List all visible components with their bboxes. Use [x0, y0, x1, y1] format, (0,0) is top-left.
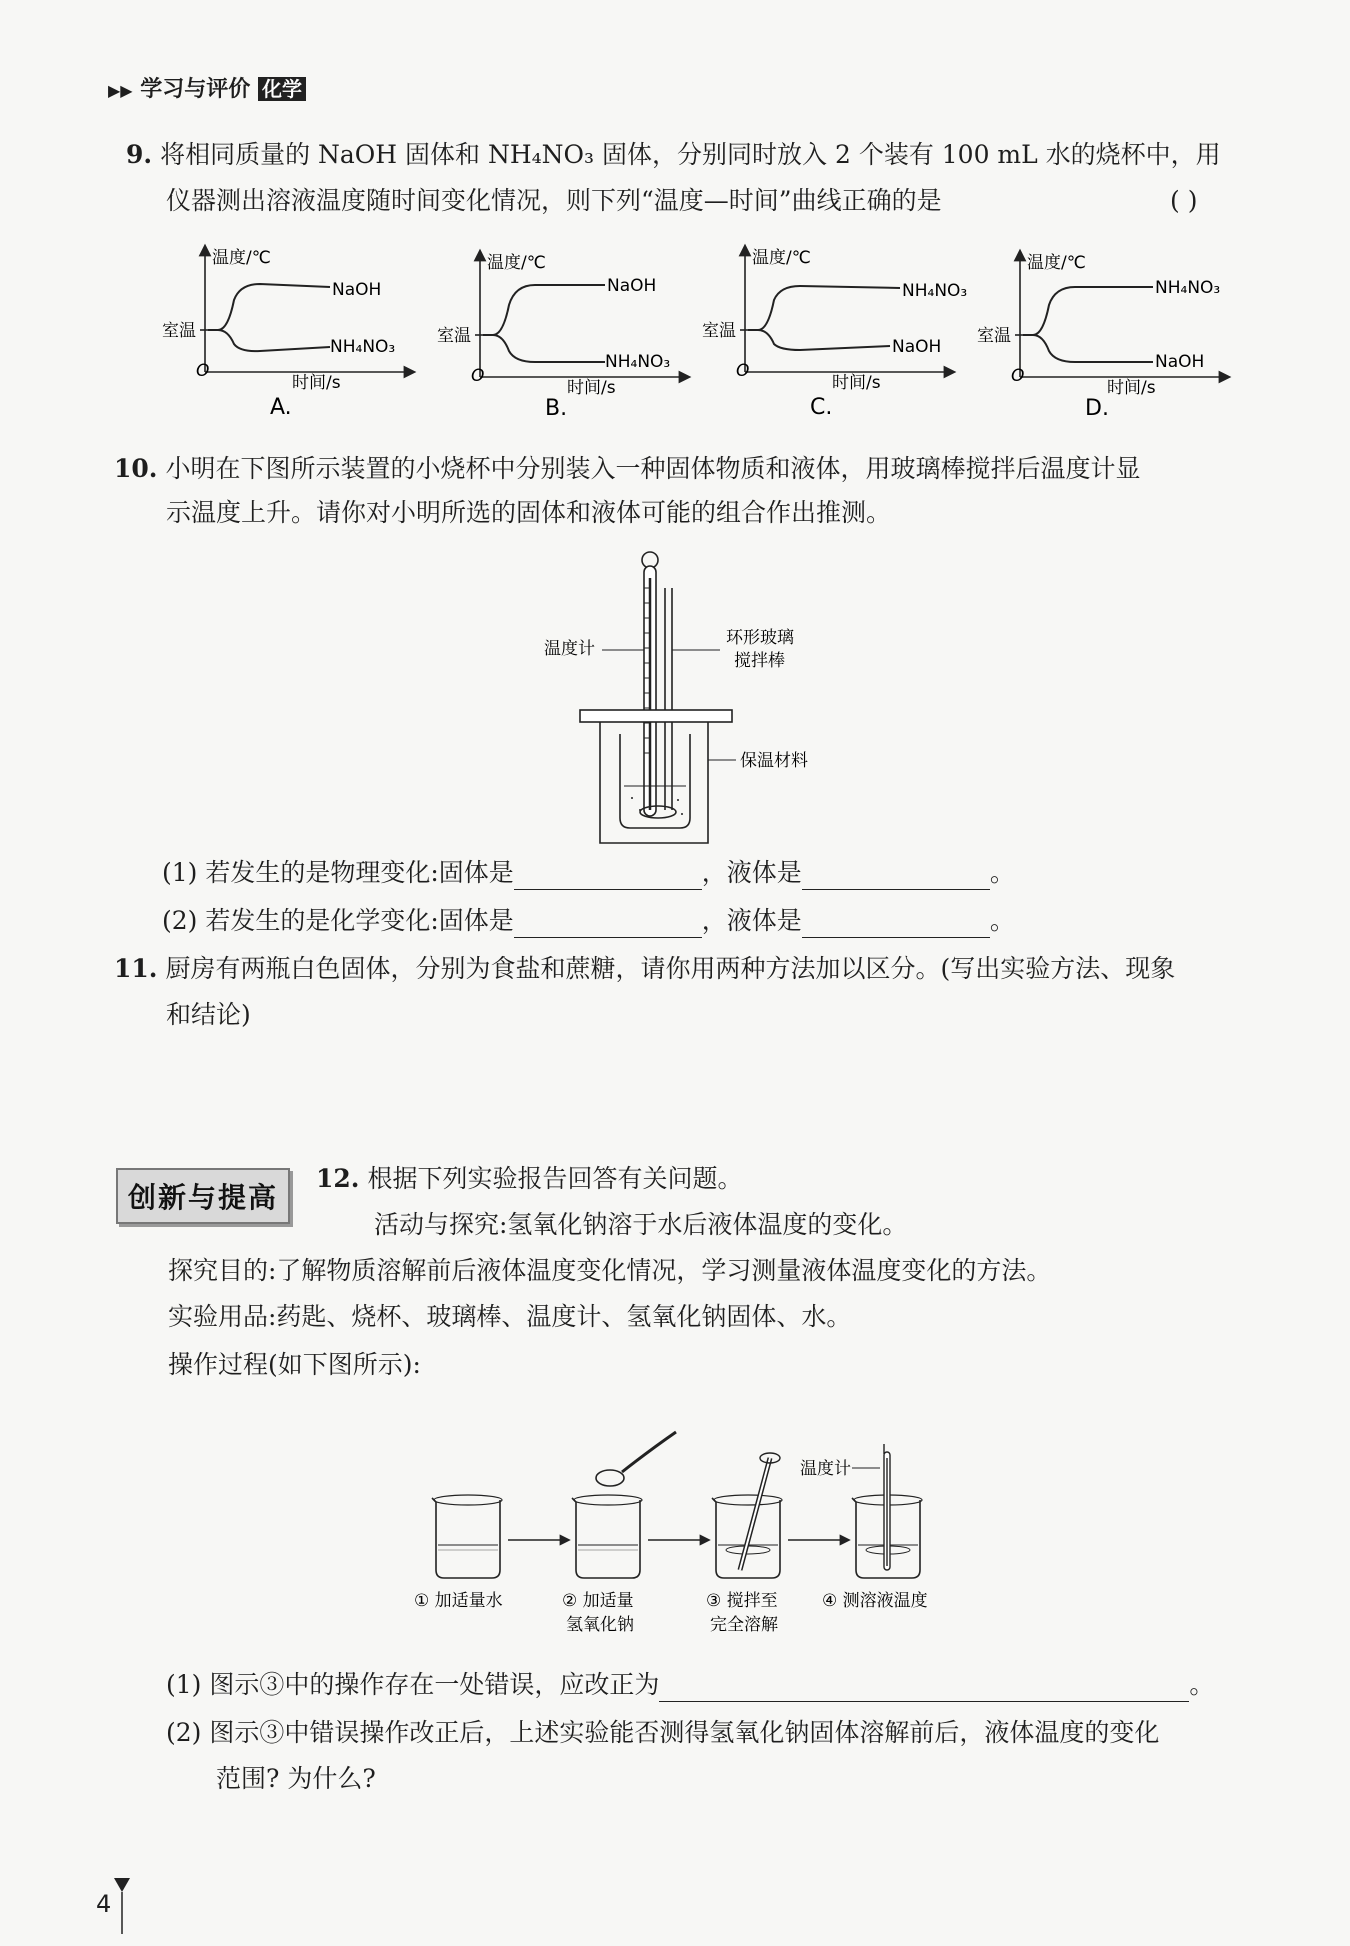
option-c: C. — [810, 395, 833, 420]
q10-sub2 — [162, 904, 1015, 938]
room-temp-label: 室温 — [437, 326, 471, 346]
q10-sub1-liquid-blank[interactable] — [802, 863, 990, 890]
q9-text2: 仪器测出溶液温度随时间变化情况，则下列“温度—时间”曲线正确的是 — [166, 186, 942, 215]
q10-text2: 示温度上升。请你对小明所选的固体和液体可能的组合作出推测。 — [166, 498, 892, 527]
header-arrows: ▶▶ — [108, 81, 133, 100]
q12-text2: 活动与探究:氢氧化钠溶于水后液体温度的变化。 — [374, 1210, 908, 1239]
label-stirrer-1: 环形玻璃 — [726, 628, 794, 648]
q12-sub1-text: (1) 图示③中的操作存在一处错误，应改正为 — [166, 1670, 660, 1699]
q12-text3: 探究目的:了解物质溶解前后液体温度变化情况，学习测量液体温度变化的方法。 — [168, 1256, 1052, 1285]
graph-d — [977, 253, 1225, 421]
bottom-curve-label: NH₄NO₃ — [330, 337, 396, 357]
y-axis-label: 温度/℃ — [752, 248, 811, 268]
beaker-4 — [852, 1444, 922, 1578]
q10-sub2-solid-blank[interactable] — [514, 911, 702, 938]
q9-graphs — [150, 240, 1250, 430]
q10-liquid-label: ，液体是 — [701, 906, 802, 935]
y-axis-label: 温度/℃ — [1027, 253, 1086, 273]
subject-badge: 化学 — [258, 77, 306, 101]
x-axis-label: 时间/s — [567, 378, 616, 398]
room-temp-label: 室温 — [162, 321, 196, 341]
room-temp-label: 室温 — [702, 321, 736, 341]
label-insulation: 保温材料 — [740, 751, 808, 771]
step-4-label: ④ 测溶液温度 — [822, 1591, 928, 1611]
q10-sub2-liquid-blank[interactable] — [802, 911, 990, 938]
label-stirrer-2: 搅拌棒 — [734, 651, 785, 671]
q12-sub2-line2: 范围? 为什么? — [216, 1764, 376, 1793]
y-axis-label: 温度/℃ — [487, 253, 546, 273]
q10-sub1 — [162, 856, 1015, 890]
beaker-1 — [432, 1495, 502, 1578]
q9-line1 — [126, 138, 1221, 172]
origin-label: O — [471, 366, 485, 386]
q11-line1 — [114, 952, 1175, 986]
q12-sub1 — [166, 1668, 1214, 1702]
origin-label: O — [736, 361, 750, 381]
page-number: 4 — [96, 1890, 112, 1918]
q12-sub1-end: 。 — [1189, 1670, 1215, 1699]
bottom-curve-label: NaOH — [892, 337, 942, 357]
q9-number: 9. — [126, 140, 153, 169]
top-curve-label: NaOH — [607, 276, 657, 296]
option-d: D. — [1085, 396, 1109, 421]
step-2-label-b: 氢氧化钠 — [566, 1615, 634, 1635]
beaker-3 — [712, 1453, 782, 1578]
step-2-label-a: ② 加适量 — [562, 1591, 634, 1611]
step-1-label: ① 加适量水 — [414, 1591, 503, 1611]
q11-text1: 厨房有两瓶白色固体，分别为食盐和蔗糖，请你用两种方法加以区分。(写出实验方法、现象 — [165, 954, 1176, 983]
graph-c — [702, 248, 967, 420]
x-axis-label: 时间/s — [832, 373, 881, 393]
thermometer-label: 温度计 — [800, 1459, 851, 1479]
q11-text2: 和结论) — [166, 1000, 251, 1029]
q10-line1 — [114, 452, 1140, 486]
graph-b — [437, 253, 685, 421]
q12-text4: 实验用品:药匙、烧杯、玻璃棒、温度计、氢氧化钠固体、水。 — [168, 1302, 852, 1331]
q9-text1: 将相同质量的 NaOH 固体和 NH₄NO₃ 固体，分别同时放入 2 个装有 100 mL 水的烧杯中，用 — [160, 140, 1221, 169]
room-temp-label: 室温 — [977, 326, 1011, 346]
header-title: 学习与评价 — [140, 77, 251, 102]
q12-text1: 根据下列实验报告回答有关问题。 — [367, 1164, 743, 1193]
q10-sub1-text: (1) 若发生的是物理变化:固体是 — [162, 858, 514, 887]
bottom-curve-label: NaOH — [1155, 352, 1205, 372]
q12-sub2-line1: (2) 图示③中错误操作改正后，上述实验能否测得氢氧化钠固体溶解前后，液体温度的变化 — [166, 1718, 1160, 1747]
q11-number: 11. — [114, 954, 158, 983]
origin-label: O — [196, 361, 210, 381]
beaker-2 — [572, 1432, 676, 1578]
origin-label: O — [1011, 366, 1025, 386]
q12-line1 — [316, 1162, 742, 1196]
lid — [580, 710, 732, 722]
q10-sub2-end: 。 — [989, 906, 1015, 935]
x-axis-label: 时间/s — [1107, 378, 1156, 398]
q9-bracket: ( ) — [1170, 186, 1198, 215]
section-badge: 创新与提高 — [116, 1168, 290, 1224]
q12-sub1-blank[interactable] — [659, 1675, 1189, 1702]
q10-sub1-solid-blank[interactable] — [514, 863, 702, 890]
calorimeter-diagram — [540, 548, 860, 848]
bottom-curve-label: NH₄NO₃ — [605, 352, 671, 372]
q12-number: 12. — [316, 1164, 360, 1193]
x-axis-label: 时间/s — [292, 373, 341, 393]
q10-sub1-end: 。 — [989, 858, 1015, 887]
top-curve-label: NaOH — [332, 280, 382, 300]
procedure-diagram — [400, 1410, 980, 1640]
q10-sub2-text: (2) 若发生的是化学变化:固体是 — [162, 906, 514, 935]
q12-text5: 操作过程(如下图所示): — [168, 1350, 421, 1379]
page-number-mark — [112, 1876, 136, 1936]
y-axis-label: 温度/℃ — [212, 248, 271, 268]
spoon — [596, 1470, 624, 1486]
top-curve-label: NH₄NO₃ — [902, 281, 968, 301]
graph-a — [162, 248, 410, 420]
option-a: A. — [270, 395, 292, 420]
step-3-label-a: ③ 搅拌至 — [706, 1591, 778, 1611]
label-thermometer: 温度计 — [544, 639, 595, 659]
q10-number: 10. — [114, 454, 158, 483]
step-3-label-b: 完全溶解 — [710, 1615, 778, 1635]
option-b: B. — [545, 396, 568, 421]
top-curve-label: NH₄NO₃ — [1155, 278, 1221, 298]
page-header — [108, 72, 306, 103]
q10-text1: 小明在下图所示装置的小烧杯中分别装入一种固体物质和液体，用玻璃棒搅拌后温度计显 — [165, 454, 1141, 483]
q10-liquid-label: ，液体是 — [701, 858, 802, 887]
